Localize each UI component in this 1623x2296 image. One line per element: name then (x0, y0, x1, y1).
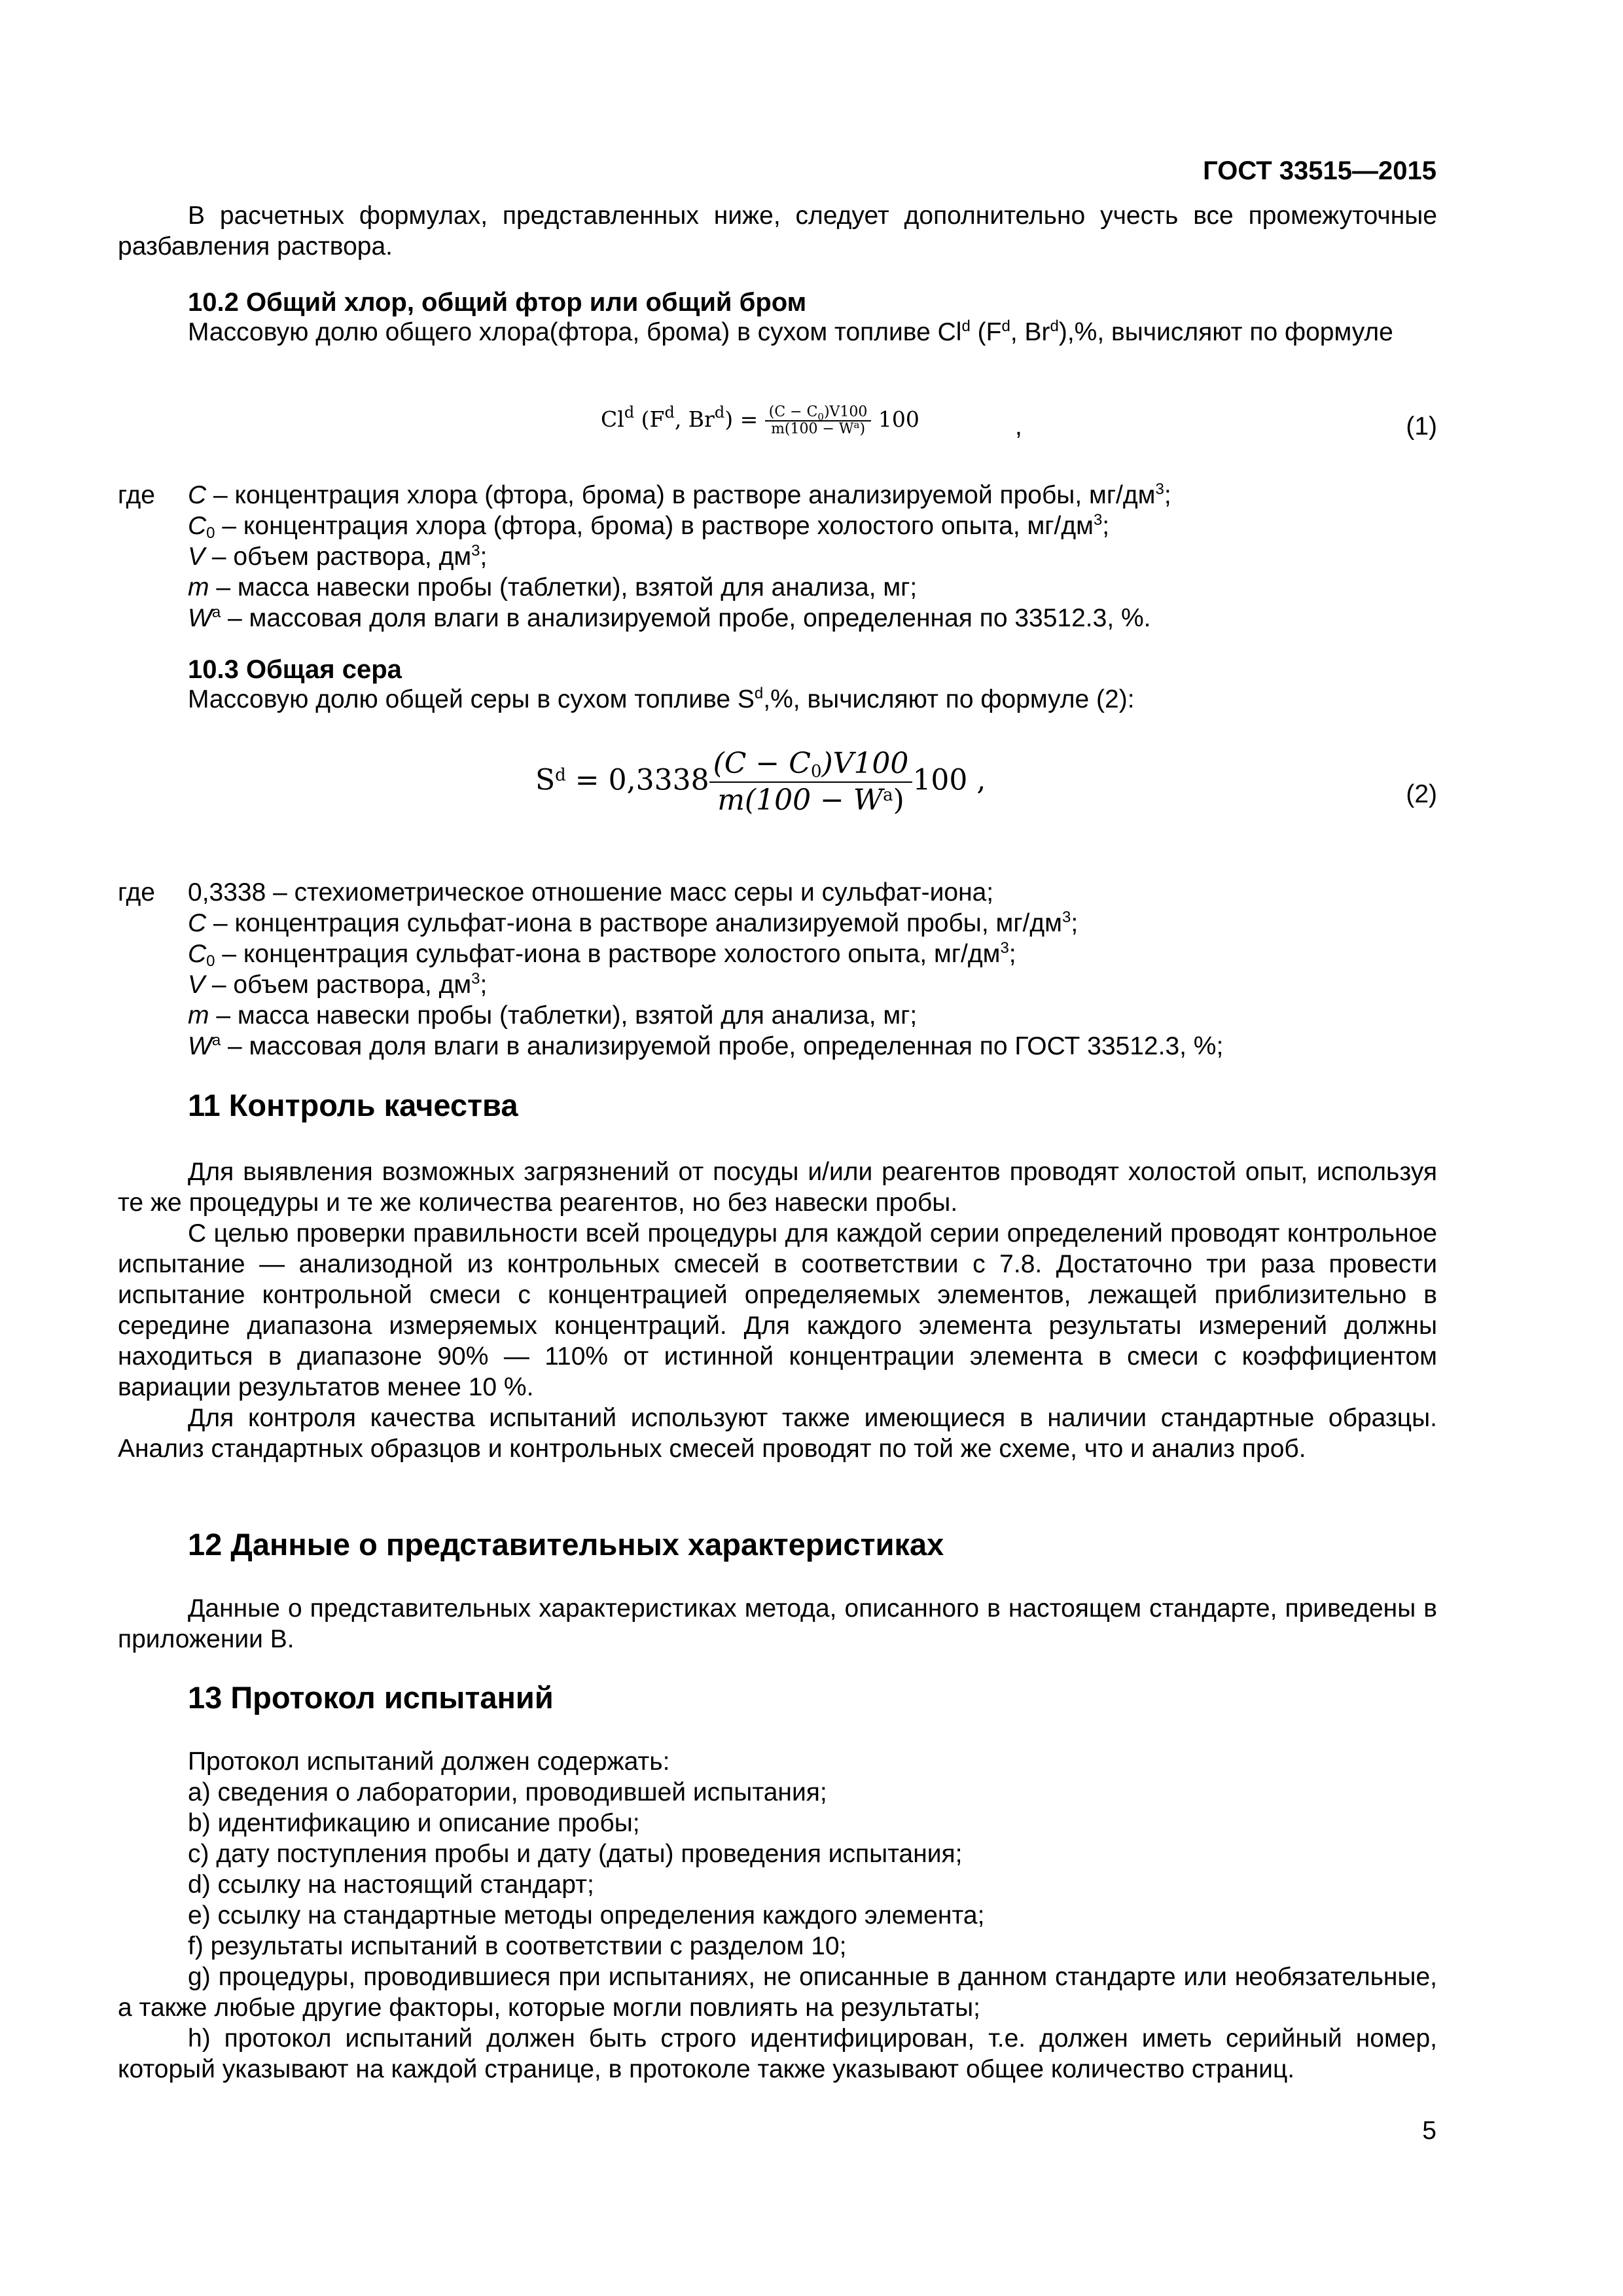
where-label-1: где (118, 481, 155, 509)
formula-2-number: (2) (1406, 780, 1437, 808)
section-13-list (118, 1746, 1437, 2085)
where-list-2 (188, 877, 1431, 1062)
section-11-title: 11 Контроль качества (188, 1088, 518, 1122)
section-12-paragraph: Данные о представительных характеристиках метода, описанного в настоящем стандарте, приведены в приложении В. (118, 1594, 1437, 1653)
section-12-title: 12 Данные о представительных характеристиках (188, 1527, 944, 1562)
where-item: $C_0$ – концентрация хлора (фтора, брома) в растворе холостого опыта, $мг/дм^3$; (188, 511, 1110, 542)
list-item: g) процедуры, проводившиеся при испытаниях, не описанные в данном стандарте или необязательные, а также любые другие факторы, которые могли повлиять на результаты; (118, 1963, 1437, 2022)
standard-designation: ГОСТ 33515—2015 (1203, 156, 1436, 185)
section-11-paragraph-3: Для контроля качества испытаний используют также имеющиеся в наличии стандартные образцы. Анализ стандартных образцов и контрольных смесей проводят по той же схеме, что и анализ проб. (118, 1404, 1437, 1463)
list-item: f) результаты испытаний в соответствии с разделом 10; (188, 1932, 847, 1960)
list-item: b) идентификацию и описание пробы; (188, 1809, 640, 1837)
section-10-3-title: 10.3 Общая сера (188, 655, 402, 684)
where-label-2: где (118, 878, 155, 906)
where-item: V – объем раствора, $дм^3$; (188, 970, 488, 999)
section-11-paragraph-1: Для выявления возможных загрязнений от посуды и/или реагентов проводят холостой опыт, используя те же процедуры и те же количества реагентов, но без навески пробы. (118, 1158, 1437, 1217)
list-item: h) протокол испытаний должен быть строго идентифицирован, т.е. должен иметь серийный номер, который указывают на каждой странице, в протоколе также указывают общее количество страниц. (118, 2024, 1437, 2083)
where-item: 0,3338 – стехиометрическое отношение масс серы и сульфат-иона; (188, 878, 994, 906)
formula-1-fraction: $\frac{(C - C_0)V100}{m(100 - W^a)}$ (765, 404, 872, 437)
where-item: m – масса навески пробы (таблетки), взятой для анализа, мг; (188, 573, 918, 601)
formula-1-number: (1) (1406, 412, 1437, 440)
where-item: C – концентрация хлора (фтора, брома) в растворе анализируемой пробы, $мг/дм^3$; (188, 480, 1171, 509)
formula-2: $S^d = 0,3338$ $\frac{(C - C_0)V100}{m(100 - W^a)}$ 100 , (535, 747, 986, 817)
where-item: V – объем раствора, $дм^3$; (188, 542, 488, 571)
where-item: $C_0$ – концентрация сульфат-иона в растворе холостого опыта, $мг/дм^3$; (188, 939, 1016, 970)
formula-2-fraction: $\frac{(C - C_0)V100}{m(100 - W^a)}$ (709, 746, 913, 818)
list-item: c) дату поступления пробы и дату (даты) проведения испытания; (188, 1840, 963, 1868)
where-item: $W^a$ – массовая доля влаги в анализируемой пробе, определенная по ГОСТ 33512.3, %; (188, 1031, 1224, 1060)
section-10-2-text: Массовую долю общего хлора(фтора, брома) в сухом топливе Cl$^d$ ($F^d$, Br$^d$),%, вычисляют по формуле (188, 317, 1393, 346)
where-item: C – концентрация сульфат-иона в растворе анализируемой пробы, $мг/дм^3$; (188, 908, 1079, 937)
page-number: 5 (1422, 2117, 1436, 2145)
list-item: a) сведения о лаборатории, проводившей испытания; (188, 1778, 827, 1806)
section-10-3-text: Массовую долю общей серы в сухом топливе $S^d,\%$, вычисляют по формуле (2): (188, 685, 1135, 713)
intro-paragraph: В расчетных формулах, представленных ниже, следует дополнительно учесть все промежуточные разбавления раствора. (118, 202, 1437, 260)
formula-1-comma: , (1015, 412, 1022, 440)
where-list-1 (188, 480, 1431, 634)
formula-1: Cl$^d$ ($F^d$, $Br^d$) = $\frac{(C - C_0)V100}{m(100 - W^a)}$ 100 (601, 403, 919, 437)
list-item: d) ссылку на настоящий стандарт; (188, 1871, 594, 1899)
where-item: $W^a$ – массовая доля влаги в анализируемой пробе, определенная по 33512.3, %. (188, 603, 1151, 632)
list-intro: Протокол испытаний должен содержать: (188, 1748, 670, 1776)
section-10-2-title: 10.2 Общий хлор, общий фтор или общий бром (188, 288, 807, 317)
section-11-paragraph-2: С целью проверки правильности всей процедуры для каждой серии определений проводят контрольное испытание — анализодной из контрольных смесей в соответствии с 7.8. Достаточно три раза провести испытание контрольной смеси с концентрацией определяемых элементов, лежащей приблизительно в середине диапазона измеряемых концентраций. Для каждого элемента результаты измерений должны находиться в диапазоне 90% — 110% от истинной концентрации элемента в смеси с коэффициентом вариации результатов менее 10 %. (118, 1219, 1437, 1401)
list-item: e) ссылку на стандартные методы определения каждого элемента; (188, 1901, 985, 1929)
section-13-title: 13 Протокол испытаний (188, 1680, 554, 1715)
where-item: m – масса навески пробы (таблетки), взятой для анализа, мг; (188, 1001, 918, 1030)
